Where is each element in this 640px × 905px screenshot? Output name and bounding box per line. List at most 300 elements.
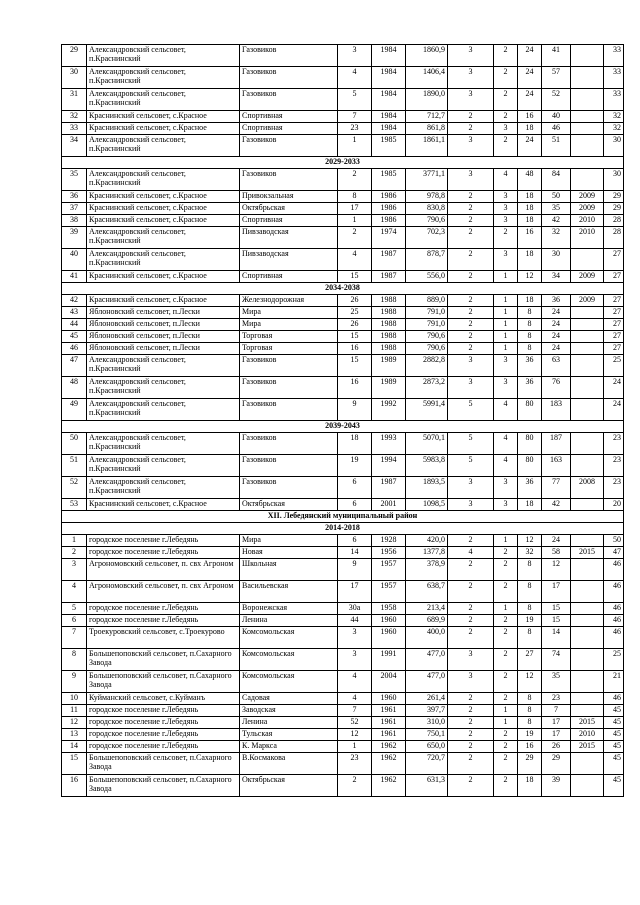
cell-repair-year: [571, 559, 604, 581]
cell-apartments: 8: [518, 627, 542, 649]
cell-row-number: 45: [62, 331, 87, 343]
table-row: [62, 295, 624, 307]
cell-year-built: 1985: [372, 135, 406, 157]
cell-area: 650,0: [406, 741, 448, 753]
cell-wear: 23: [604, 477, 624, 499]
cell-year-built: 1961: [372, 717, 406, 729]
cell-wear: 47: [604, 547, 624, 559]
cell-entrances: 4: [494, 455, 518, 477]
cell-street: К. Маркса: [240, 741, 338, 753]
cell-entrances: 3: [494, 203, 518, 215]
cell-year-built: 1988: [372, 307, 406, 319]
cell-house-number: 1: [338, 215, 372, 227]
cell-entrances: 3: [494, 377, 518, 399]
cell-entrances: 2: [494, 559, 518, 581]
cell-street: Воронежская: [240, 603, 338, 615]
cell-apartments: 80: [518, 455, 542, 477]
cell-row-number: 14: [62, 741, 87, 753]
cell-wear: 20: [604, 499, 624, 511]
section-header-row: [62, 421, 624, 433]
cell-residents: 17: [542, 581, 571, 603]
cell-entrances: 3: [494, 477, 518, 499]
cell-apartments: 24: [518, 67, 542, 89]
cell-apartments: 8: [518, 331, 542, 343]
cell-street: Тульская: [240, 729, 338, 741]
cell-settlement: Агрономовский сельсовет, п. свх Агроном: [87, 581, 240, 603]
cell-area: 830,8: [406, 203, 448, 215]
table-row: [62, 271, 624, 283]
cell-house-number: 4: [338, 671, 372, 693]
cell-year-built: 1957: [372, 559, 406, 581]
cell-repair-year: [571, 169, 604, 191]
cell-wear: 45: [604, 729, 624, 741]
cell-apartments: 48: [518, 169, 542, 191]
cell-wear: 45: [604, 753, 624, 775]
cell-repair-year: 2015: [571, 741, 604, 753]
table-row: [62, 559, 624, 581]
cell-repair-year: [571, 603, 604, 615]
cell-wear: 45: [604, 775, 624, 797]
cell-residents: 46: [542, 123, 571, 135]
cell-apartments: 19: [518, 729, 542, 741]
cell-residents: 51: [542, 135, 571, 157]
cell-apartments: 16: [518, 227, 542, 249]
cell-settlement: городское поселение г.Лебедянь: [87, 603, 240, 615]
cell-area: 400,0: [406, 627, 448, 649]
cell-residents: 24: [542, 331, 571, 343]
table-row: [62, 331, 624, 343]
cell-house-number: 6: [338, 477, 372, 499]
cell-year-built: 1962: [372, 741, 406, 753]
cell-street: Газовиков: [240, 455, 338, 477]
cell-settlement: городское поселение г.Лебедянь: [87, 729, 240, 741]
table-row: [62, 477, 624, 499]
cell-wear: 30: [604, 135, 624, 157]
table-row: [62, 123, 624, 135]
cell-house-number: 9: [338, 559, 372, 581]
cell-repair-year: [571, 775, 604, 797]
section-header-row: [62, 157, 624, 169]
table-row: [62, 111, 624, 123]
cell-row-number: 10: [62, 693, 87, 705]
cell-residents: 42: [542, 499, 571, 511]
cell-floors: 3: [448, 355, 494, 377]
cell-house-number: 17: [338, 581, 372, 603]
cell-floors: 2: [448, 705, 494, 717]
cell-entrances: 2: [494, 753, 518, 775]
cell-repair-year: 2015: [571, 547, 604, 559]
cell-apartments: 18: [518, 203, 542, 215]
cell-wear: 27: [604, 343, 624, 355]
cell-street: Садовая: [240, 693, 338, 705]
cell-apartments: 27: [518, 649, 542, 671]
cell-floors: 5: [448, 399, 494, 421]
cell-street: Ленина: [240, 615, 338, 627]
cell-house-number: 6: [338, 535, 372, 547]
section-header-row: [62, 283, 624, 295]
cell-row-number: 31: [62, 89, 87, 111]
cell-residents: 7: [542, 705, 571, 717]
cell-house-number: 12: [338, 729, 372, 741]
cell-entrances: 3: [494, 249, 518, 271]
cell-residents: 23: [542, 693, 571, 705]
section-title: 2039-2043: [62, 421, 624, 433]
cell-wear: 46: [604, 581, 624, 603]
cell-repair-year: [571, 615, 604, 627]
cell-settlement: Куйманский сельсовет, с.Куйманъ: [87, 693, 240, 705]
cell-street: Новая: [240, 547, 338, 559]
cell-entrances: 2: [494, 775, 518, 797]
cell-floors: 3: [448, 67, 494, 89]
cell-wear: 46: [604, 693, 624, 705]
cell-house-number: 26: [338, 295, 372, 307]
cell-row-number: 49: [62, 399, 87, 421]
cell-row-number: 4: [62, 581, 87, 603]
cell-street: В.Космакова: [240, 753, 338, 775]
cell-apartments: 36: [518, 377, 542, 399]
cell-settlement: Большепоповский сельсовет, п.Сахарного Завода: [87, 775, 240, 797]
cell-row-number: 48: [62, 377, 87, 399]
cell-entrances: 2: [494, 67, 518, 89]
cell-year-built: 1989: [372, 355, 406, 377]
cell-settlement: Краснинский сельсовет, с.Красное: [87, 215, 240, 227]
cell-row-number: 35: [62, 169, 87, 191]
cell-apartments: 18: [518, 123, 542, 135]
cell-apartments: 18: [518, 249, 542, 271]
cell-row-number: 29: [62, 45, 87, 67]
cell-settlement: Александровский сельсовет, п.Краснинский: [87, 377, 240, 399]
cell-street: Газовиков: [240, 135, 338, 157]
cell-settlement: Краснинский сельсовет, с.Красное: [87, 123, 240, 135]
cell-settlement: Александровский сельсовет, п.Краснинский: [87, 89, 240, 111]
cell-apartments: 8: [518, 603, 542, 615]
cell-floors: 2: [448, 307, 494, 319]
cell-apartments: 8: [518, 307, 542, 319]
cell-settlement: Краснинский сельсовет, с.Красное: [87, 271, 240, 283]
cell-street: Мира: [240, 535, 338, 547]
cell-street: Газовиков: [240, 377, 338, 399]
table-row: [62, 399, 624, 421]
table-row: [62, 535, 624, 547]
cell-settlement: Яблоновский сельсовет, п.Лески: [87, 343, 240, 355]
cell-wear: 33: [604, 89, 624, 111]
table-row: [62, 455, 624, 477]
cell-row-number: 39: [62, 227, 87, 249]
document-page: [61, 44, 621, 797]
cell-street: Комсомольская: [240, 627, 338, 649]
cell-repair-year: 2015: [571, 717, 604, 729]
cell-residents: 183: [542, 399, 571, 421]
cell-apartments: 18: [518, 215, 542, 227]
cell-area: 1861,1: [406, 135, 448, 157]
cell-floors: 2: [448, 729, 494, 741]
cell-settlement: Агрономовский сельсовет, п. свх Агроном: [87, 559, 240, 581]
cell-entrances: 1: [494, 535, 518, 547]
cell-settlement: Большепоповский сельсовет, п.Сахарного Завода: [87, 753, 240, 775]
cell-repair-year: [571, 249, 604, 271]
cell-street: Спортивная: [240, 123, 338, 135]
table-row: [62, 615, 624, 627]
cell-wear: 27: [604, 331, 624, 343]
cell-year-built: 1957: [372, 581, 406, 603]
cell-row-number: 8: [62, 649, 87, 671]
cell-house-number: 1: [338, 135, 372, 157]
table-row: [62, 741, 624, 753]
cell-apartments: 18: [518, 191, 542, 203]
cell-floors: 3: [448, 499, 494, 511]
cell-house-number: 3: [338, 627, 372, 649]
cell-floors: 3: [448, 135, 494, 157]
cell-settlement: Александровский сельсовет, п.Краснинский: [87, 433, 240, 455]
cell-entrances: 1: [494, 307, 518, 319]
cell-settlement: Большепоповский сельсовет, п.Сахарного Завода: [87, 649, 240, 671]
table-row: [62, 547, 624, 559]
cell-floors: 2: [448, 331, 494, 343]
cell-year-built: 1960: [372, 627, 406, 649]
cell-apartments: 8: [518, 559, 542, 581]
table-row: [62, 693, 624, 705]
cell-floors: 2: [448, 717, 494, 729]
cell-floors: 2: [448, 603, 494, 615]
cell-house-number: 25: [338, 307, 372, 319]
cell-house-number: 2: [338, 169, 372, 191]
table-row: [62, 67, 624, 89]
cell-settlement: Александровский сельсовет, п.Краснинский: [87, 399, 240, 421]
cell-residents: 35: [542, 203, 571, 215]
cell-apartments: 36: [518, 355, 542, 377]
cell-apartments: 8: [518, 319, 542, 331]
cell-entrances: 4: [494, 433, 518, 455]
cell-area: 702,3: [406, 227, 448, 249]
section-title: XII. Лебедянский муниципальный район: [62, 511, 624, 523]
cell-floors: 2: [448, 203, 494, 215]
cell-floors: 3: [448, 649, 494, 671]
cell-apartments: 12: [518, 535, 542, 547]
cell-area: 1860,9: [406, 45, 448, 67]
cell-repair-year: [571, 135, 604, 157]
cell-floors: 2: [448, 191, 494, 203]
cell-residents: 52: [542, 89, 571, 111]
cell-row-number: 44: [62, 319, 87, 331]
cell-row-number: 52: [62, 477, 87, 499]
cell-row-number: 6: [62, 615, 87, 627]
cell-row-number: 32: [62, 111, 87, 123]
cell-entrances: 3: [494, 355, 518, 377]
table-row: [62, 649, 624, 671]
cell-residents: 17: [542, 717, 571, 729]
cell-street: Спортивная: [240, 111, 338, 123]
table-body: [62, 45, 624, 797]
cell-floors: 2: [448, 581, 494, 603]
cell-year-built: 1984: [372, 111, 406, 123]
cell-area: 712,7: [406, 111, 448, 123]
cell-apartments: 16: [518, 741, 542, 753]
cell-street: Октябрьская: [240, 203, 338, 215]
cell-year-built: 1961: [372, 729, 406, 741]
cell-street: Привокзальная: [240, 191, 338, 203]
cell-entrances: 3: [494, 215, 518, 227]
cell-area: 1098,5: [406, 499, 448, 511]
cell-area: 2873,2: [406, 377, 448, 399]
cell-floors: 2: [448, 111, 494, 123]
cell-wear: 23: [604, 433, 624, 455]
cell-floors: 3: [448, 89, 494, 111]
cell-year-built: 1986: [372, 191, 406, 203]
cell-row-number: 1: [62, 535, 87, 547]
cell-row-number: 46: [62, 343, 87, 355]
cell-floors: 3: [448, 671, 494, 693]
cell-house-number: 26: [338, 319, 372, 331]
cell-residents: 39: [542, 775, 571, 797]
table-row: [62, 307, 624, 319]
cell-year-built: 1962: [372, 753, 406, 775]
cell-house-number: 23: [338, 123, 372, 135]
cell-area: 420,0: [406, 535, 448, 547]
cell-entrances: 1: [494, 319, 518, 331]
cell-repair-year: [571, 111, 604, 123]
table-row: [62, 249, 624, 271]
cell-floors: 3: [448, 169, 494, 191]
cell-entrances: 2: [494, 627, 518, 649]
cell-year-built: 2004: [372, 671, 406, 693]
cell-year-built: 1985: [372, 169, 406, 191]
cell-residents: 163: [542, 455, 571, 477]
cell-year-built: 1987: [372, 477, 406, 499]
cell-apartments: 80: [518, 399, 542, 421]
cell-row-number: 13: [62, 729, 87, 741]
cell-house-number: 3: [338, 649, 372, 671]
cell-year-built: 1987: [372, 249, 406, 271]
cell-entrances: 2: [494, 671, 518, 693]
cell-settlement: городское поселение г.Лебедянь: [87, 705, 240, 717]
cell-residents: 24: [542, 319, 571, 331]
cell-year-built: 1986: [372, 215, 406, 227]
cell-row-number: 41: [62, 271, 87, 283]
cell-area: 638,7: [406, 581, 448, 603]
cell-house-number: 15: [338, 331, 372, 343]
cell-row-number: 47: [62, 355, 87, 377]
cell-area: 750,1: [406, 729, 448, 741]
cell-apartments: 29: [518, 753, 542, 775]
cell-repair-year: [571, 433, 604, 455]
cell-year-built: 1974: [372, 227, 406, 249]
cell-residents: 77: [542, 477, 571, 499]
cell-repair-year: [571, 649, 604, 671]
cell-settlement: городское поселение г.Лебедянь: [87, 717, 240, 729]
cell-repair-year: [571, 535, 604, 547]
cell-apartments: 24: [518, 45, 542, 67]
cell-street: Комсомольская: [240, 671, 338, 693]
cell-house-number: 16: [338, 343, 372, 355]
cell-residents: 57: [542, 67, 571, 89]
cell-area: 310,0: [406, 717, 448, 729]
cell-wear: 21: [604, 671, 624, 693]
cell-wear: 29: [604, 203, 624, 215]
cell-repair-year: 2009: [571, 191, 604, 203]
cell-area: 2882,8: [406, 355, 448, 377]
cell-house-number: 17: [338, 203, 372, 215]
cell-settlement: Александровский сельсовет, п.Краснинский: [87, 455, 240, 477]
cell-year-built: 1993: [372, 433, 406, 455]
cell-wear: 32: [604, 111, 624, 123]
cell-wear: 25: [604, 355, 624, 377]
cell-apartments: 24: [518, 89, 542, 111]
cell-area: 477,0: [406, 671, 448, 693]
cell-floors: 2: [448, 693, 494, 705]
section-title: 2029-2033: [62, 157, 624, 169]
cell-apartments: 32: [518, 547, 542, 559]
cell-floors: 2: [448, 215, 494, 227]
cell-street: Октябрьская: [240, 775, 338, 797]
cell-wear: 24: [604, 399, 624, 421]
cell-year-built: 1961: [372, 705, 406, 717]
cell-year-built: 1956: [372, 547, 406, 559]
cell-apartments: 18: [518, 775, 542, 797]
cell-floors: 2: [448, 271, 494, 283]
cell-house-number: 2: [338, 775, 372, 797]
cell-street: Васильевская: [240, 581, 338, 603]
cell-area: 889,0: [406, 295, 448, 307]
cell-apartments: 36: [518, 477, 542, 499]
cell-wear: 46: [604, 559, 624, 581]
table-row: [62, 433, 624, 455]
cell-wear: 24: [604, 377, 624, 399]
cell-house-number: 9: [338, 399, 372, 421]
cell-year-built: 1992: [372, 399, 406, 421]
cell-entrances: 3: [494, 191, 518, 203]
cell-residents: 26: [542, 741, 571, 753]
cell-apartments: 18: [518, 295, 542, 307]
cell-house-number: 16: [338, 377, 372, 399]
cell-residents: 40: [542, 111, 571, 123]
cell-residents: 84: [542, 169, 571, 191]
cell-settlement: Краснинский сельсовет, с.Красное: [87, 191, 240, 203]
cell-repair-year: [571, 455, 604, 477]
cell-area: 791,0: [406, 307, 448, 319]
cell-area: 631,3: [406, 775, 448, 797]
cell-residents: 32: [542, 227, 571, 249]
housing-table: [61, 44, 624, 797]
cell-residents: 41: [542, 45, 571, 67]
cell-repair-year: [571, 753, 604, 775]
cell-settlement: Яблоновский сельсовет, п.Лески: [87, 307, 240, 319]
cell-apartments: 8: [518, 705, 542, 717]
cell-house-number: 3: [338, 45, 372, 67]
cell-entrances: 2: [494, 615, 518, 627]
cell-residents: 50: [542, 191, 571, 203]
cell-floors: 2: [448, 753, 494, 775]
cell-house-number: 4: [338, 67, 372, 89]
cell-floors: 2: [448, 535, 494, 547]
cell-house-number: 15: [338, 271, 372, 283]
cell-floors: 2: [448, 775, 494, 797]
cell-street: Газовиков: [240, 45, 338, 67]
cell-apartments: 8: [518, 343, 542, 355]
cell-area: 861,8: [406, 123, 448, 135]
cell-settlement: Краснинский сельсовет, с.Красное: [87, 295, 240, 307]
cell-repair-year: [571, 67, 604, 89]
cell-apartments: 8: [518, 581, 542, 603]
cell-street: Комсомольская: [240, 649, 338, 671]
cell-street: Спортивная: [240, 215, 338, 227]
cell-area: 3771,1: [406, 169, 448, 191]
cell-row-number: 5: [62, 603, 87, 615]
cell-street: Газовиков: [240, 477, 338, 499]
cell-settlement: городское поселение г.Лебедянь: [87, 535, 240, 547]
cell-entrances: 4: [494, 399, 518, 421]
cell-residents: 36: [542, 295, 571, 307]
cell-house-number: 7: [338, 111, 372, 123]
